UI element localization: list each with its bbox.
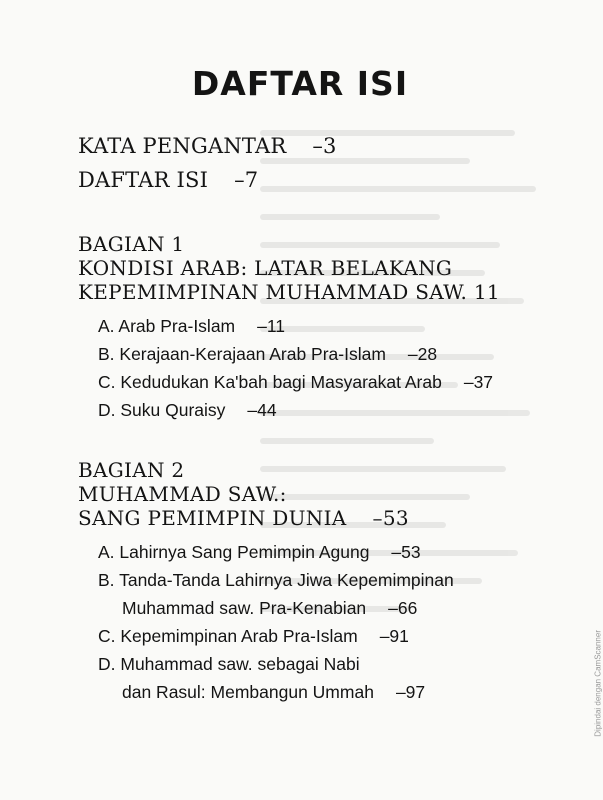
chapter-label: A. Arab Pra-Islam <box>98 316 236 336</box>
chapter-label: C. Kedudukan Ka'bah bagi Masyarakat Arab <box>98 372 442 392</box>
part-heading-line: KEPEMIMPINAN MUHAMMAD SAW. 11 <box>78 280 500 304</box>
chapter-page: –97 <box>395 682 426 702</box>
chapter-item <box>98 396 578 424</box>
toc-entry-daftar-isi <box>78 168 258 192</box>
toc-entry-page: –3 <box>312 134 337 158</box>
chapter-item <box>98 538 578 566</box>
chapter-label: D. Muhammad saw. sebagai Nabi <box>98 654 360 674</box>
chapter-page: –53 <box>391 542 421 562</box>
chapter-label: C. Kepemimpinan Arab Pra-Islam <box>98 626 358 646</box>
chapter-page: –44 <box>247 400 277 420</box>
chapter-label-continued <box>98 678 578 706</box>
chapter-item <box>98 312 578 340</box>
part-heading-text: SANG PEMIMPIN DUNIA <box>78 506 347 530</box>
chapter-label: B. Kerajaan-Kerajaan Arab Pra-Islam <box>98 344 386 364</box>
chapter-label-line: Muhammad saw. Pra-Kenabian <box>122 598 367 618</box>
chapter-item <box>98 566 578 622</box>
toc-entry-page: –7 <box>234 168 259 192</box>
part-2 <box>78 458 578 706</box>
chapter-page: –11 <box>257 316 286 336</box>
chapter-label-continued <box>98 594 578 622</box>
chapter-page: –37 <box>463 372 494 392</box>
chapter-item <box>98 622 578 650</box>
chapter-list <box>78 312 578 424</box>
chapter-item <box>98 368 578 396</box>
chapter-item <box>98 340 578 368</box>
part-heading-line <box>78 506 578 530</box>
chapter-page: –28 <box>407 344 438 364</box>
part-heading-page: –53 <box>372 506 409 530</box>
part-heading-line: BAGIAN 2 <box>78 458 185 482</box>
chapter-label-line: dan Rasul: Membangun Ummah <box>122 682 374 702</box>
toc-entry-label: KATA PENGANTAR <box>78 134 287 158</box>
chapter-label: A. Lahirnya Sang Pemimpin Agung <box>98 542 370 562</box>
chapter-item <box>98 650 578 706</box>
page-title: DAFTAR ISI <box>191 64 409 103</box>
chapter-page: –66 <box>388 598 418 618</box>
part-1 <box>78 232 578 424</box>
chapter-page: –91 <box>379 626 409 646</box>
chapter-label: D. Suku Quraisy <box>98 400 226 420</box>
part-heading-line: BAGIAN 1 <box>78 232 185 256</box>
chapter-list <box>78 538 578 706</box>
part-heading-line: MUHAMMAD SAW.: <box>78 482 287 506</box>
part-heading-line: KONDISI ARAB: LATAR BELAKANG <box>78 256 453 280</box>
scanner-watermark: Dipindai dengan CamScanner <box>594 630 603 737</box>
toc-entry-kata-pengantar <box>78 134 337 158</box>
chapter-label: B. Tanda-Tanda Lahirnya Jiwa Kepemimpinan <box>98 570 454 590</box>
toc-entry-label: DAFTAR ISI <box>78 168 209 192</box>
